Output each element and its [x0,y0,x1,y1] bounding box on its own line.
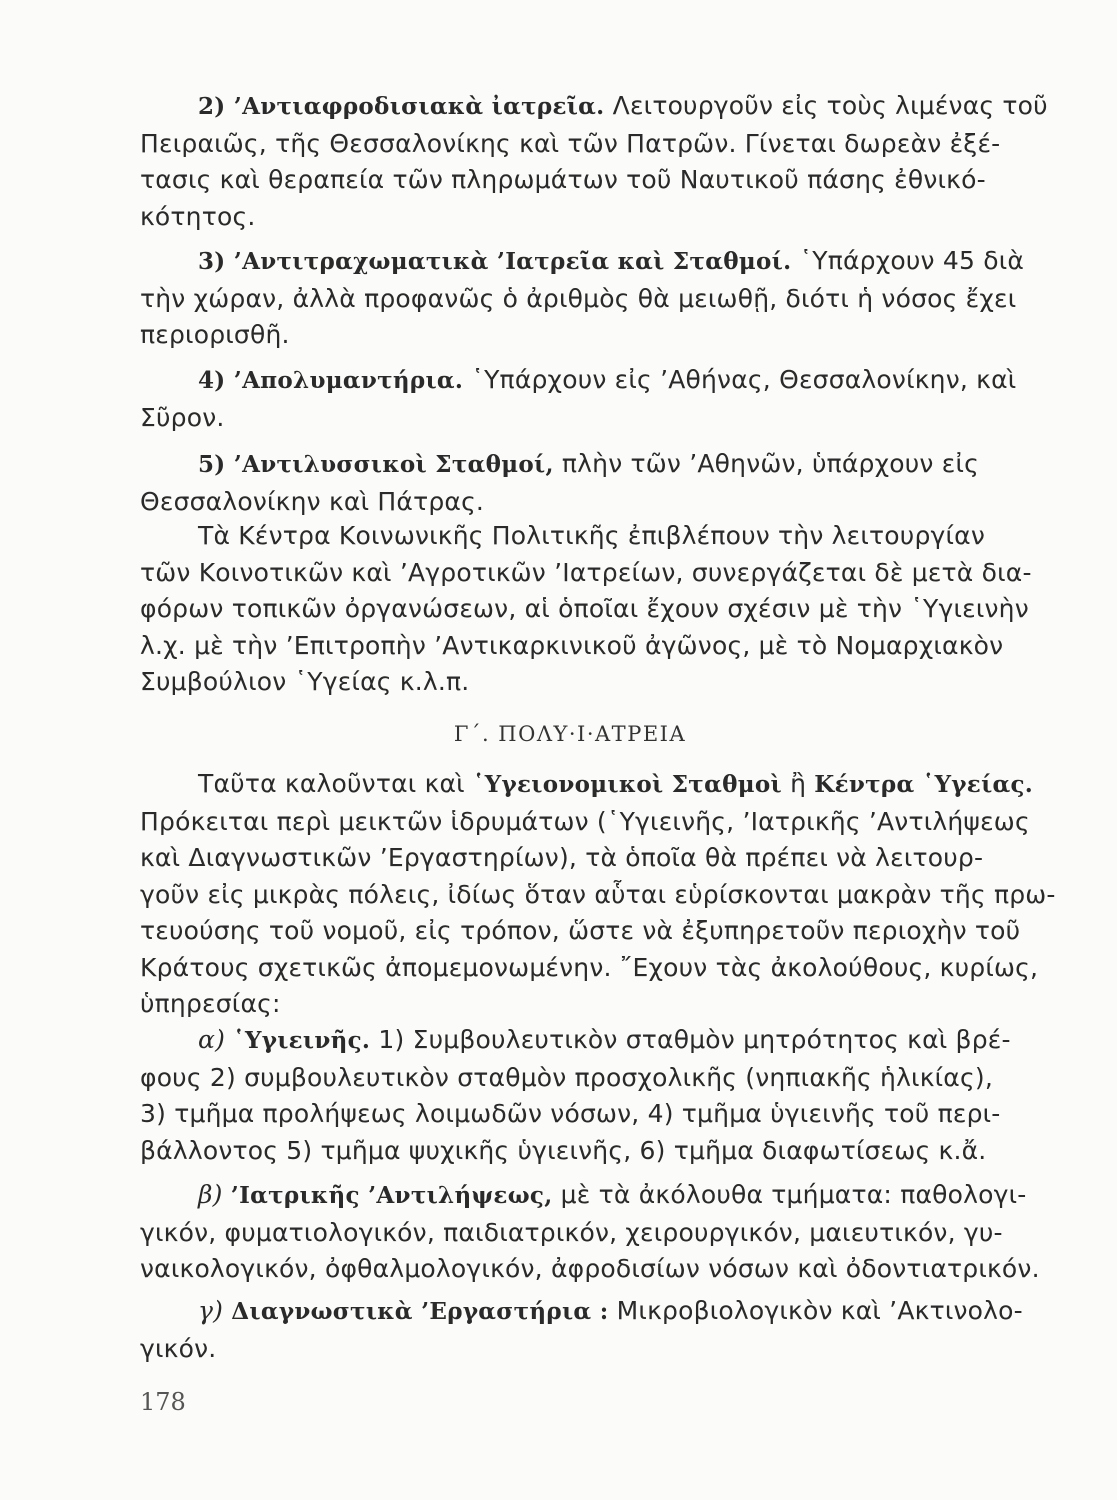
paragraph-diagnostic-labs: γ) Διαγνωστικὰ ’Εργαστήρια : Μικροβιολογικὸν καὶ ’Ακτινολο- γικόν. [140,1296,1023,1363]
section-heading: Γ΄. ΠΟΛΥ·Ι·ΑΤΡΕΙΑ [453,722,687,746]
paragraph-antitrachoma: 3) ’Αντιτραχωματικὰ ’Ιατρεῖα καὶ Σταθμοί. ῾Υπάρχουν 45 διὰ τὴν χώραν, ἀλλὰ προφανῶς ὁ ἀριθμὸς θὰ μειωθῇ, διότι ἡ νόσος ἔχει περιορισθῆ. [140,246,1025,349]
paragraph-medical-care: β) ’Ιατρικῆς ’Αντιλήψεως, μὲ τὰ ἀκόλουθα τμήματα: παθολογι- γικόν, φυματιολογικόν, παιδιατρικόν, χειρουργικόν, μαιευτικόν, γυ- ναικολογικόν, ὀφθαλμολογικόν, ἀφροδισίων νόσων καὶ ὀδοντιατρικόν. [140,1180,1040,1283]
paragraph-polyclinics-intro: Ταῦτα καλοῦνται καὶ ῾Υγειονομικοὶ Σταθμοὶ ἢ Κέντρα ῾Υγείας. Πρόκειται περὶ μεικτῶν ἱδρυμάτων (῾Υγιεινῆς, ’Ιατρικῆς ’Αντιλήψεως καὶ Διαγνωστικῶν ’Εργαστηρίων), τὰ ὁποῖα θὰ πρέπει νὰ λειτουρ- γοῦν εἰς μικρὰς πόλεις, ἰδίως ὅταν αὗται εὑρίσκονται μακρὰν τῆς πρω- τευούσης τοῦ νομοῦ, εἰς τρόπον, ὥστε νὰ ἐξυπηρετοῦν περιοχὴν τοῦ Κράτους σχετικῶς ἀπομεμονωμένην. ῎Εχουν τὰς ἀκολούθους, κυρίως, ὑπηρεσίας: [140,769,1056,1018]
section-label: Διαγνωστικὰ ’Εργαστήρια : [231,1298,609,1325]
paragraph-antirabies: 5) ’Αντιλυσσικοὶ Σταθμοί, πλὴν τῶν ’Αθηνῶν, ὑπάρχουν εἰς Θεσσαλονίκην καὶ Πάτρας. [140,449,979,516]
paragraph-social-policy-centers: Τὰ Κέντρα Κοινωνικῆς Πολιτικῆς ἐπιβλέπουν τὴν λειτουργίαν τῶν Κοινοτικῶν καὶ ’Αγροτικῶν ’Ιατρείων, συνεργάζεται δὲ μετὰ δια- φόρων τοπικῶν ὀργανώσεων, αἱ ὁποῖαι ἔχουν σχέσιν μὲ τὴν ῾Υγιεινὴν λ.χ. μὲ τὴν ’Επιτροπὴν ’Αντικαρκινικοῦ ἀγῶνος, μὲ τὸ Νομαρχιακὸν Συμβούλιον ῾Υγείας κ.λ.π. [140,521,1032,696]
paragraph-antiaphrodisiac: 2) ’Αντιαφροδισιακὰ ἰατρεῖα. Λειτουργοῦν εἰς τοὺς λιμένας τοῦ Πειραιῶς, τῆς Θεσσαλονίκης καὶ τῶν Πατρῶν. Γίνεται δωρεὰν ἐξέ- τασις καὶ θεραπεία τῶν πληρωμάτων τοῦ Ναυτικοῦ πάσης ἐθνικό- κότητος. [140,91,1048,231]
paragraph-disinfection: 4) ’Απολυμαντήρια. ῾Υπάρχουν εἰς ’Αθήνας, Θεσσαλονίκην, καὶ Σῦρον. [140,365,1017,432]
paragraph-hygiene: α) ῾Υγιεινῆς. 1) Συμβουλευτικὸν σταθμὸν μητρότητος καὶ βρέ- φους 2) συμβουλευτικὸν σταθμὸν προσχολικῆς (νηπιακῆς ἡλικίας), 3) τμῆμα προλήψεως λοιμωδῶν νόσων, 4) τμῆμα ὑγιεινῆς τοῦ περι- βάλλοντος 5) τμῆμα ψυχικῆς ὑγιεινῆς, 6) τμῆμα διαφωτίσεως κ.ἄ. [140,1025,1011,1165]
section-label: 5) ’Αντιλυσσικοὶ Σταθμοί, [198,451,554,478]
section-label: 3) ’Αντιτραχωματικὰ ’Ιατρεῖα καὶ Σταθμοί. [198,248,792,275]
section-label: 4) ’Απολυμαντήρια. [198,367,464,394]
section-label: ’Ιατρικῆς ’Αντιλήψεως, [230,1182,553,1209]
page-number: 178 [140,1388,186,1416]
section-label: 2) ’Αντιαφροδισιακὰ ἰατρεῖα. [198,93,605,120]
section-label: ῾Υγιεινῆς. [233,1027,371,1054]
